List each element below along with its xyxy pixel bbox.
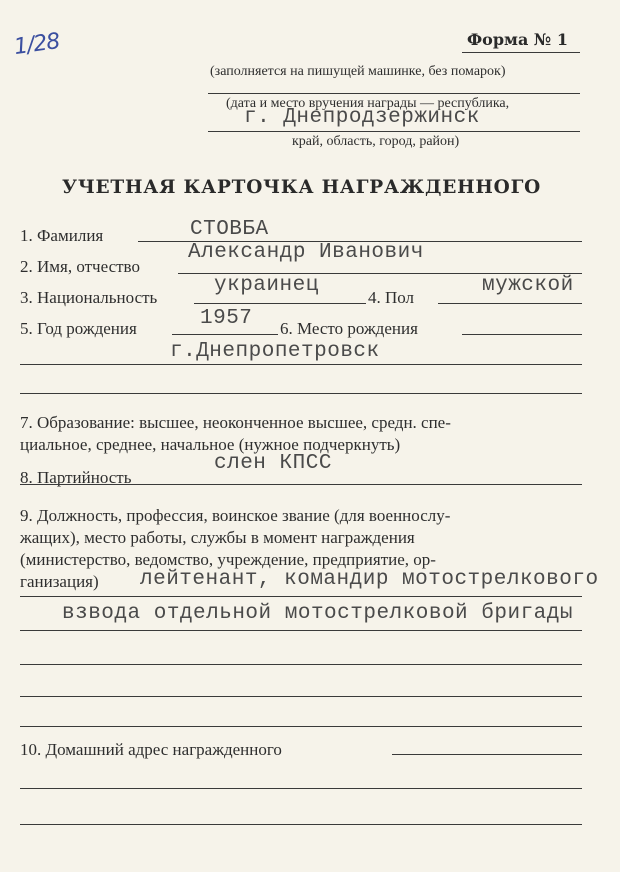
position-line-2 — [20, 630, 582, 631]
birth-place-label: 6. Место рождения — [280, 319, 418, 338]
party-line — [20, 484, 582, 485]
position-line-1 — [20, 596, 582, 597]
birth-year-line — [172, 334, 278, 335]
birth-place-line-1 — [462, 334, 582, 335]
nationality-label: 3. Национальность — [20, 288, 158, 307]
birth-place-line-2 — [20, 364, 582, 365]
birth-place-value: г.Днепропетровск — [170, 340, 380, 363]
blank-line-4 — [20, 726, 582, 727]
award-place-line-2 — [208, 131, 580, 132]
address-line-2 — [20, 788, 582, 789]
position-value-1: лейтенант, командир мотострелкового — [140, 568, 599, 591]
page-title: УЧЕТНАЯ КАРТОЧКА НАГРАЖДЕННОГО — [62, 177, 542, 198]
nationality-line — [194, 303, 366, 304]
award-place-caption-2: край, область, город, район) — [292, 134, 460, 149]
award-place-caption: (дата и место вручения награды — республика, — [226, 96, 510, 111]
position-label-3: (министерство, ведомство, учреждение, предприятие, ор- — [20, 550, 436, 569]
education-label-2: циальное, среднее, начальное (нужное подчеркнуть) — [20, 435, 401, 454]
party-label: 8. Партийность — [20, 468, 132, 487]
form-number-underline — [462, 52, 580, 53]
sex-line — [438, 303, 582, 304]
party-value: слен КПСС — [214, 452, 332, 475]
position-label-1: 9. Должность, профессия, воинское звание (для военнослу- — [20, 506, 451, 525]
birth-year-label: 5. Год рождения — [20, 319, 137, 338]
surname-value: СТОВБА — [190, 218, 269, 241]
blank-line-1 — [20, 393, 582, 394]
blank-line-3 — [20, 696, 582, 697]
position-label-2: жащих), место работы, службы в момент награждения — [20, 528, 415, 547]
handwritten-note: 1/28 — [12, 28, 61, 61]
address-line-3 — [20, 824, 582, 825]
address-line-1 — [392, 754, 582, 755]
nationality-value: украинец — [214, 274, 319, 297]
name-value: Александр Иванович — [188, 241, 424, 264]
position-label-4: ганизация) — [20, 572, 99, 591]
award-place-line-1 — [208, 93, 580, 94]
blank-line-2 — [20, 664, 582, 665]
name-label: 2. Имя, отчество — [20, 257, 140, 276]
sex-label: 4. Пол — [368, 288, 415, 307]
education-label-1: 7. Образование: высшее, неоконченное высшее, средн. спе- — [20, 413, 451, 432]
surname-label: 1. Фамилия — [20, 226, 104, 245]
fill-instruction: (заполняется на пишущей машинке, без помарок) — [210, 64, 506, 79]
sex-value: мужской — [482, 274, 574, 297]
award-place-value: г. Днепродзержинск — [244, 106, 480, 129]
form-number: Форма № 1 — [467, 30, 568, 49]
address-label: 10. Домашний адрес награжденного — [20, 740, 282, 759]
birth-year-value: 1957 — [200, 307, 253, 330]
position-value-2: взвода отдельной мотострелковой бригады — [62, 602, 573, 625]
